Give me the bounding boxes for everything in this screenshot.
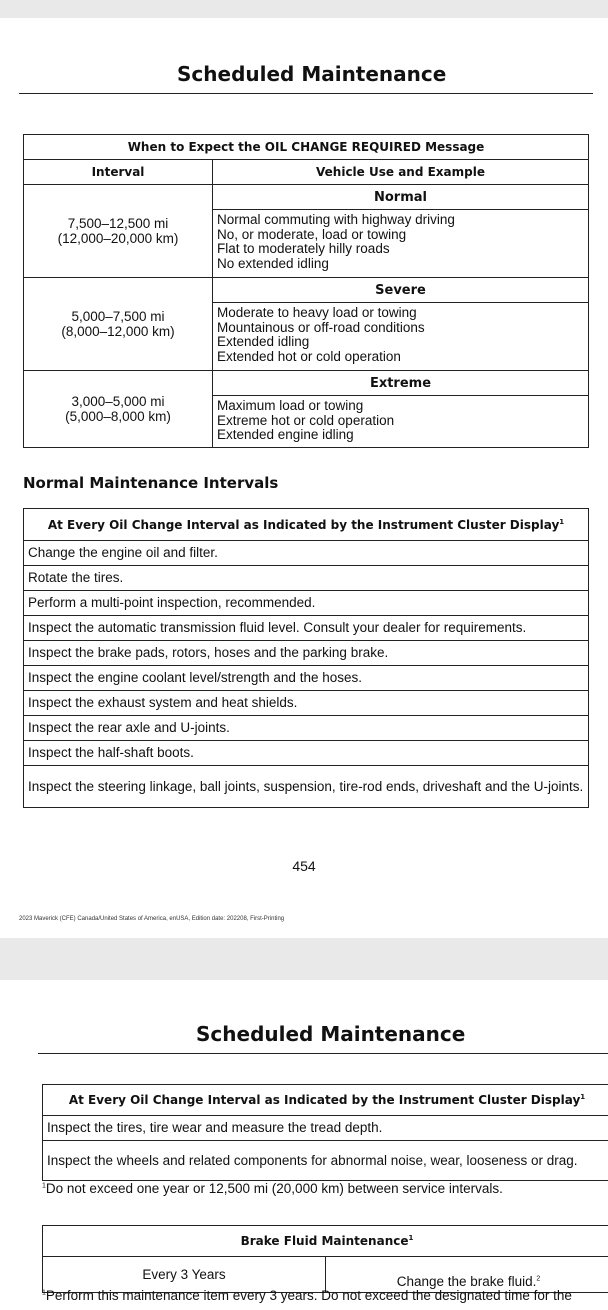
col-header-vehicle-use: Vehicle Use and Example bbox=[213, 160, 589, 185]
interval-km: (12,000–20,000 km) bbox=[24, 231, 212, 246]
header-text: At Every Oil Change Interval as Indicated by the Instrument Cluster Display bbox=[48, 518, 559, 532]
brake-table-header bbox=[43, 1226, 608, 1257]
interval-extreme bbox=[24, 371, 213, 448]
uses-normal bbox=[213, 210, 589, 278]
action-text: Change the brake fluid. bbox=[397, 1274, 537, 1289]
interval-mi: 3,000–5,000 mi bbox=[24, 394, 212, 409]
category-extreme: Extreme bbox=[213, 371, 589, 396]
use-item: Extended hot or cold operation bbox=[217, 350, 584, 365]
interval-mi: 7,500–12,500 mi bbox=[24, 216, 212, 231]
interval-mi: 5,000–7,500 mi bbox=[24, 309, 212, 324]
use-item: Extreme hot or cold operation bbox=[217, 414, 584, 429]
table-row: Inspect the exhaust system and heat shields. bbox=[24, 691, 589, 716]
table-row: Inspect the rear axle and U-joints. bbox=[24, 716, 589, 741]
table-row: Rotate the tires. bbox=[24, 566, 589, 591]
page-title: Scheduled Maintenance bbox=[177, 62, 446, 86]
table-row: Inspect the steering linkage, ball joints, suspension, tire-rod ends, driveshaft and the U-joints. bbox=[24, 766, 589, 808]
brake-interval: Every 3 Years bbox=[43, 1257, 326, 1293]
interval-km: (8,000–12,000 km) bbox=[24, 324, 212, 339]
header-text: Brake Fluid Maintenance bbox=[241, 1234, 409, 1248]
title-rule bbox=[19, 93, 593, 94]
maintenance-table-header bbox=[43, 1085, 608, 1116]
section-heading: Normal Maintenance Intervals bbox=[23, 474, 278, 492]
maintenance-table-header bbox=[24, 509, 589, 541]
footnote-marker: 1 bbox=[42, 1183, 46, 1190]
title-rule bbox=[38, 1053, 608, 1054]
interval-severe bbox=[24, 278, 213, 371]
oil-table-caption: When to Expect the OIL CHANGE REQUIRED Message bbox=[24, 135, 589, 160]
uses-severe bbox=[213, 303, 589, 371]
interval-km: (5,000–8,000 km) bbox=[24, 409, 212, 424]
table-row: Inspect the brake pads, rotors, hoses and the parking brake. bbox=[24, 641, 589, 666]
use-item: Mountainous or off-road conditions bbox=[217, 321, 584, 336]
page-number: 454 bbox=[0, 858, 608, 874]
use-item: Moderate to heavy load or towing bbox=[217, 306, 584, 321]
interval-normal bbox=[24, 185, 213, 278]
footnote-marker: 1 bbox=[409, 1234, 414, 1242]
use-item: No, or moderate, load or towing bbox=[217, 228, 584, 243]
brake-fluid-table bbox=[42, 1225, 608, 1293]
use-item: Flat to moderately hilly roads bbox=[217, 242, 584, 257]
page-title: Scheduled Maintenance bbox=[196, 1022, 465, 1046]
table-row: Inspect the engine coolant level/strength and the hoses. bbox=[24, 666, 589, 691]
uses-extreme bbox=[213, 396, 589, 448]
table-row: Inspect the tires, tire wear and measure the tread depth. bbox=[43, 1116, 608, 1141]
col-header-interval: Interval bbox=[24, 160, 213, 185]
use-item: Extended engine idling bbox=[217, 428, 584, 443]
category-normal: Normal bbox=[213, 185, 589, 210]
normal-maintenance-table bbox=[23, 508, 589, 808]
footnote-marker: 1 bbox=[42, 1290, 46, 1297]
manual-page-454 bbox=[0, 18, 608, 938]
table-row: Perform a multi-point inspection, recommended. bbox=[24, 591, 589, 616]
footnote-text: Do not exceed one year or 12,500 mi (20,000 km) between service intervals. bbox=[46, 1181, 503, 1196]
footnote-marker: 1 bbox=[559, 518, 564, 526]
category-severe: Severe bbox=[213, 278, 589, 303]
footnote-marker: 1 bbox=[580, 1093, 585, 1101]
use-item: Extended idling bbox=[217, 335, 584, 350]
footnote bbox=[42, 1288, 572, 1303]
edition-footer: 2023 Maverick (CFE) Canada/United States of America, enUSA, Edition date: 202208, First-Printing bbox=[19, 916, 284, 922]
footnote-text: Perform this maintenance item every 3 years. Do not exceed the designated time for the bbox=[46, 1288, 572, 1303]
use-item: No extended idling bbox=[217, 257, 584, 272]
table-row: Change the engine oil and filter. bbox=[24, 541, 589, 566]
oil-change-interval-table bbox=[42, 1084, 608, 1181]
oil-change-message-table bbox=[23, 134, 589, 448]
footnote bbox=[42, 1181, 503, 1196]
footnote-marker: 2 bbox=[536, 1276, 540, 1283]
table-row: Inspect the automatic transmission fluid level. Consult your dealer for requirements. bbox=[24, 616, 589, 641]
manual-page-455 bbox=[0, 980, 608, 1310]
header-text: At Every Oil Change Interval as Indicated by the Instrument Cluster Display bbox=[69, 1093, 580, 1107]
use-item: Maximum load or towing bbox=[217, 399, 584, 414]
table-row: Inspect the half-shaft boots. bbox=[24, 741, 589, 766]
use-item: Normal commuting with highway driving bbox=[217, 213, 584, 228]
table-row: Inspect the wheels and related components for abnormal noise, wear, looseness or drag. bbox=[43, 1141, 608, 1181]
